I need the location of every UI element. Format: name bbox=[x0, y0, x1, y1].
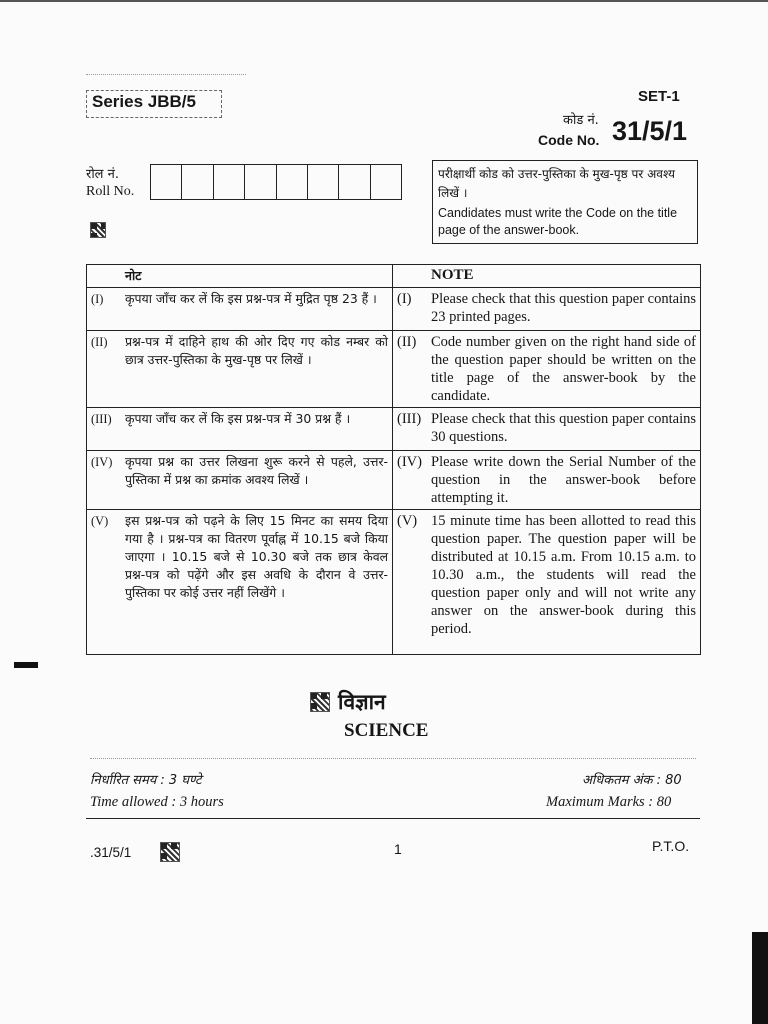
subject-dotted-rule bbox=[90, 758, 696, 759]
page-number: 1 bbox=[394, 841, 402, 857]
subject-title: SCIENCE bbox=[344, 720, 429, 741]
note-text-hindi: कृपया प्रश्न का उत्तर लिखना शुरू करने से पहले, उत्तर-पुस्तिका में प्रश्न का क्रमांक अवश्य लिखें । bbox=[125, 454, 388, 487]
note-text-hindi: कृपया जाँच कर लें कि इस प्रश्न-पत्र में 30 प्रश्न हैं । bbox=[125, 411, 351, 426]
roll-digit-box[interactable] bbox=[150, 164, 182, 200]
footer-code: .31/5/1 bbox=[90, 845, 132, 860]
candidate-notice-hindi: परीक्षार्थी कोड को उत्तर-पुस्तिका के मुख-पृष्ठ पर अवश्य लिखें । bbox=[438, 167, 675, 200]
note-text-hindi: कृपया जाँच कर लें कि इस प्रश्न-पत्र में मुद्रित पृष्ठ 23 हैं । bbox=[125, 291, 377, 306]
roll-digit-box[interactable] bbox=[339, 164, 370, 200]
header-dotted-rule bbox=[86, 74, 246, 75]
note-text-english: Code number given on the right hand side of the question paper should be written on the title page of the answer-book by the candidate. bbox=[431, 334, 696, 404]
notes-header-row bbox=[87, 265, 701, 288]
code-label-hindi: कोड नं. bbox=[563, 113, 599, 128]
series-label: Series JBB/5 bbox=[92, 92, 196, 111]
scan-edge-bar bbox=[752, 932, 768, 1024]
note-number: (II) bbox=[91, 335, 108, 349]
roll-number-boxes[interactable] bbox=[150, 164, 402, 200]
note-text-hindi: प्रश्न-पत्र में दाहिने हाथ की ओर दिए गए कोड नम्बर को छात्र उत्तर-पुस्तिका के मुख-पृष्ठ पर लिखें । bbox=[125, 334, 388, 367]
note-number: (II) bbox=[397, 334, 417, 350]
code-label: Code No. bbox=[538, 132, 600, 148]
note-text-english: Please check that this question paper contains 23 printed pages. bbox=[431, 291, 696, 325]
maximum-marks: Maximum Marks : 80 bbox=[546, 794, 672, 810]
note-row bbox=[87, 451, 701, 510]
set-label: SET-1 bbox=[638, 88, 680, 105]
maximum-marks-hindi: अधिकतम अंक : 80 bbox=[582, 773, 682, 788]
code-number: 31/5/1 bbox=[612, 116, 688, 146]
note-number: (V) bbox=[91, 514, 109, 528]
note-number: (IV) bbox=[91, 455, 113, 469]
roll-digit-box[interactable] bbox=[277, 164, 308, 200]
roll-label: Roll No. bbox=[86, 184, 135, 199]
roll-digit-box[interactable] bbox=[182, 164, 213, 200]
note-text-english: 15 minute time has been allotted to read this question paper. The question paper will be distributed at 10.15 a.m. From 10.15 a.m. to 10.30 a.m., the students will read the question paper only and will not write any answer on the answer-book during this period. bbox=[431, 513, 696, 637]
note-number: (III) bbox=[397, 411, 422, 427]
note-row bbox=[87, 510, 701, 655]
qr-code-icon bbox=[310, 692, 330, 712]
roll-digit-box[interactable] bbox=[371, 164, 402, 200]
notes-heading-english: NOTE bbox=[393, 265, 701, 288]
note-number: (IV) bbox=[397, 454, 422, 470]
note-number: (III) bbox=[91, 412, 112, 426]
subject-title-hindi: विज्ञान bbox=[338, 690, 386, 714]
time-allowed: Time allowed : 3 hours bbox=[90, 794, 224, 810]
scan-margin-mark bbox=[14, 662, 38, 668]
qr-code-icon bbox=[90, 222, 106, 238]
note-text-english: Please write down the Serial Number of the question in the answer-book before attempting it. bbox=[431, 454, 696, 506]
notes-table bbox=[86, 264, 701, 655]
roll-label-hindi: रोल नं. bbox=[86, 167, 119, 182]
footer-rule bbox=[86, 818, 700, 819]
note-number: (I) bbox=[91, 292, 104, 306]
notes-heading-hindi: नोट bbox=[87, 265, 393, 288]
pto-label: P.T.O. bbox=[652, 838, 690, 854]
roll-digit-box[interactable] bbox=[245, 164, 276, 200]
note-row bbox=[87, 288, 701, 331]
roll-digit-box[interactable] bbox=[308, 164, 339, 200]
note-number: (I) bbox=[397, 291, 412, 307]
note-text-hindi: इस प्रश्न-पत्र को पढ़ने के लिए 15 मिनट का समय दिया गया है । प्रश्न-पत्र का वितरण पूर्वाह्न में 10.15 बजे किया जाएगा । 10.15 बजे से 10.30 बजे तक छात्र केवल प्रश्न-पत्र को पढ़ेंगे और इस अवधि के दौरान वे उत्तर-पुस्तिका पर कोई उत्तर नहीं लिखेंगे । bbox=[125, 513, 388, 600]
note-number: (V) bbox=[397, 513, 418, 529]
note-row bbox=[87, 408, 701, 451]
qr-code-icon bbox=[160, 842, 180, 862]
note-text-english: Please check that this question paper contains 30 questions. bbox=[431, 411, 696, 445]
scan-top-edge bbox=[0, 0, 768, 2]
note-row bbox=[87, 331, 701, 408]
time-allowed-hindi: निर्धारित समय : 3 घण्टे bbox=[90, 773, 202, 788]
candidate-notice-english: Candidates must write the Code on the title page of the answer-book. bbox=[438, 206, 678, 237]
roll-digit-box[interactable] bbox=[214, 164, 245, 200]
